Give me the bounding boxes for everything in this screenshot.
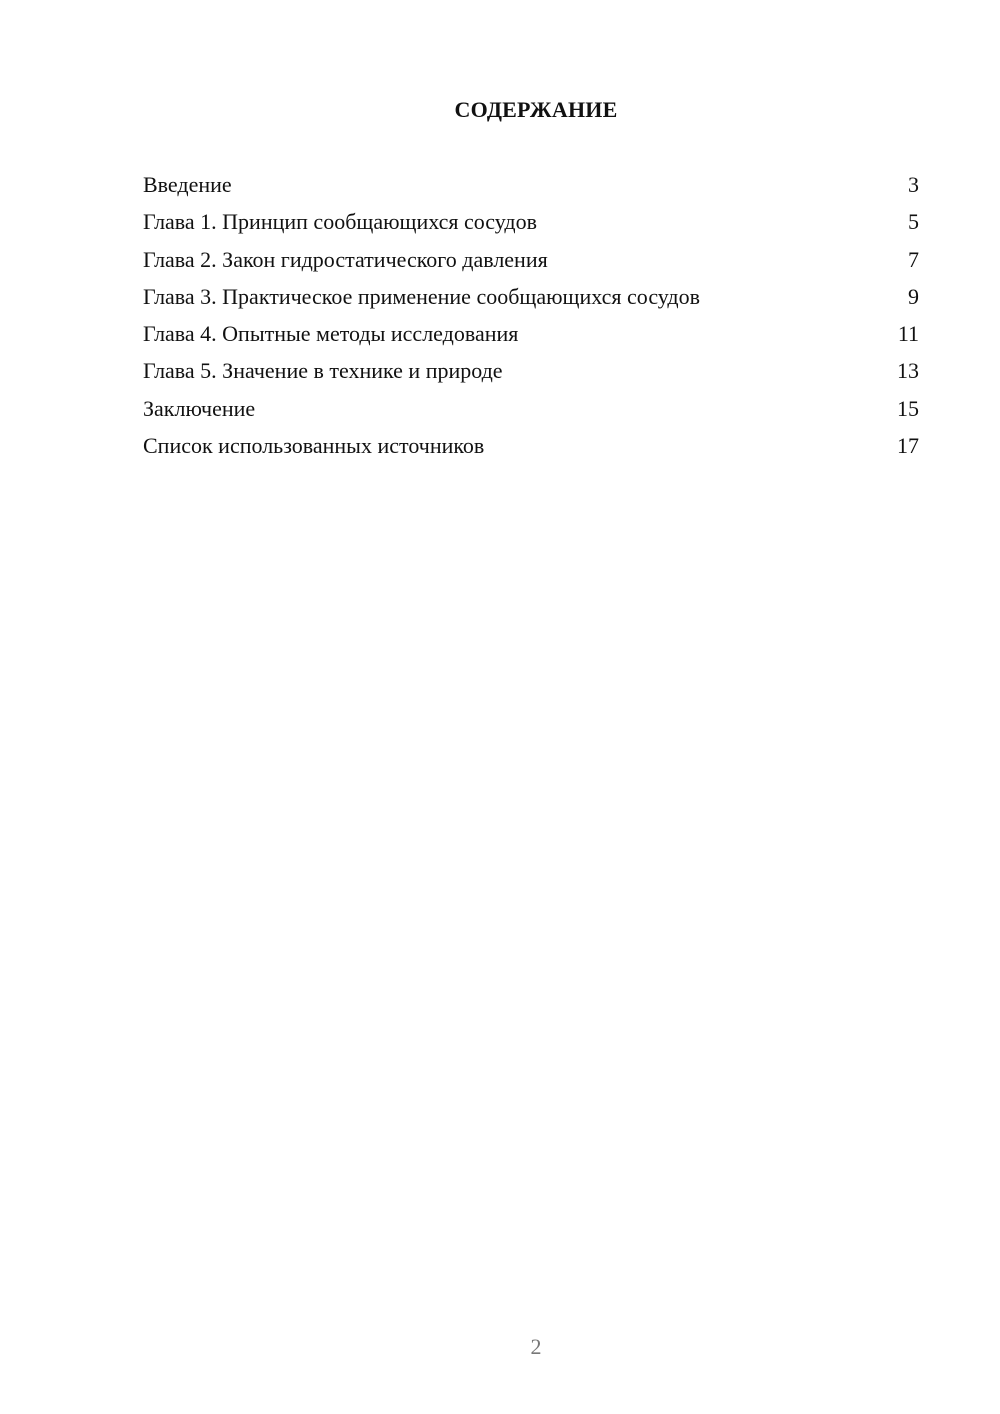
- toc-entry-title: Список использованных источников: [143, 433, 485, 459]
- toc-entry-title: Заключение: [143, 395, 256, 421]
- toc-entry-page: 5: [908, 209, 919, 235]
- toc-entry-page: 11: [897, 321, 919, 347]
- page-number: 2: [530, 1334, 542, 1359]
- toc-entry-title: Глава 2. Закон гидростатического давления: [143, 246, 548, 272]
- toc-entry-title: Введение: [143, 172, 232, 197]
- toc-heading: СОДЕРЖАНИЕ: [454, 97, 618, 122]
- toc-entry-conclusion[interactable]: [143, 394, 919, 431]
- table-of-contents: [143, 170, 919, 468]
- toc-entry-page: 9: [908, 283, 919, 309]
- toc-entry-title: Глава 3. Практическое применение сообщающихся сосудов: [143, 283, 700, 309]
- toc-entry-chapter-1[interactable]: [143, 207, 919, 244]
- toc-entry-introduction[interactable]: [143, 170, 919, 207]
- toc-entry-page: 15: [897, 395, 919, 421]
- toc-entry-page: 17: [897, 433, 919, 459]
- toc-entry-page: 3: [908, 172, 919, 197]
- toc-entry-title: Глава 5. Значение в технике и природе: [143, 358, 503, 384]
- toc-entry-title: Глава 1. Принцип сообщающихся сосудов: [143, 209, 537, 235]
- toc-entry-chapter-3[interactable]: [143, 282, 919, 319]
- toc-entry-chapter-4[interactable]: [143, 319, 919, 356]
- toc-entry-page: 7: [908, 246, 919, 272]
- toc-entry-chapter-2[interactable]: [143, 245, 919, 282]
- toc-entry-chapter-5[interactable]: [143, 356, 919, 393]
- toc-entry-title: Глава 4. Опытные методы исследования: [143, 321, 519, 347]
- toc-entry-references[interactable]: [143, 431, 919, 468]
- toc-entry-page: 13: [897, 358, 919, 384]
